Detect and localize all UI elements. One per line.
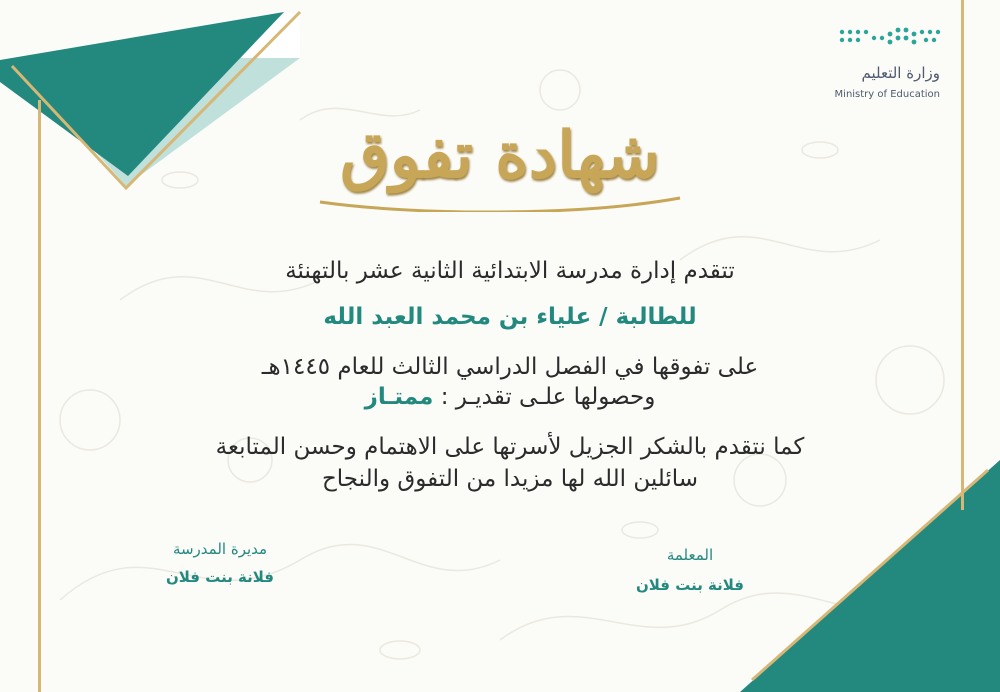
ministry-name-ar: وزارة التعليم	[861, 64, 940, 82]
wish-line: سائلين الله لها مزيدا من التفوق والنجاح	[321, 466, 699, 492]
ministry-name-en: Ministry of Education	[834, 89, 940, 100]
grade-prefix: وحصولها علـى تقديـر :	[433, 384, 656, 410]
left-frame-line	[38, 100, 41, 692]
achievement-line: على تفوقها في الفصل الدراسي الثالث للعام ١٤٤٥هـ	[261, 354, 759, 380]
greeting-line: تتقدم إدارة مدرسة الابتدائية الثانية عشر بالتهنئة	[285, 258, 735, 284]
teacher-name: فلانة بنت فلان	[635, 576, 745, 594]
grade-value: ممتـاز	[364, 384, 434, 410]
title-flourish	[300, 188, 700, 212]
teacher-title: المعلمة	[666, 546, 714, 564]
certificate-title: شهادة تفوق	[340, 118, 660, 193]
principal-name: فلانة بنت فلان	[165, 568, 275, 586]
grade-line	[150, 384, 870, 410]
principal-title: مديرة المدرسة	[172, 540, 268, 558]
thanks-line: كما نتقدم بالشكر الجزيل لأسرتها على الاهتمام وحسن المتابعة	[215, 434, 805, 460]
student-name: للطالبة / علياء بن محمد العبد الله	[323, 304, 697, 330]
right-frame-line	[961, 0, 964, 510]
